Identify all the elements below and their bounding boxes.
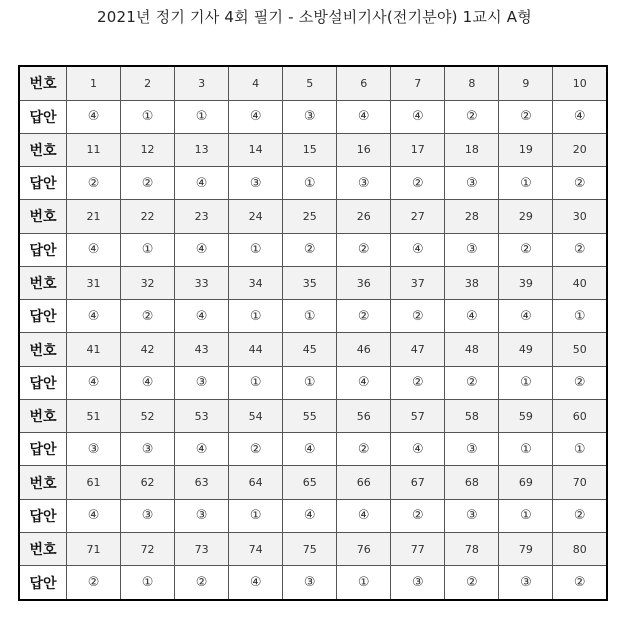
question-number-cell: 45	[283, 333, 337, 366]
answer-mark: ④	[195, 441, 208, 457]
answer-mark: ①	[249, 375, 262, 391]
question-number-cell: 13	[175, 133, 229, 166]
answer-cell	[337, 233, 391, 266]
answer-row-label: 답안	[19, 300, 67, 333]
answer-mark: ②	[573, 375, 586, 391]
question-number-cell: 40	[553, 266, 607, 299]
question-number-cell: 46	[337, 333, 391, 366]
answer-cell	[283, 366, 337, 399]
number-row-label: 번호	[19, 533, 67, 566]
question-number-cell: 47	[391, 333, 445, 366]
question-number-cell: 44	[229, 333, 283, 366]
question-number-cell: 23	[175, 200, 229, 233]
answer-mark: ④	[573, 109, 586, 125]
answer-cell	[229, 233, 283, 266]
question-number-cell: 68	[445, 466, 499, 499]
question-number-cell: 20	[553, 133, 607, 166]
answer-mark: ④	[466, 308, 478, 324]
answer-mark: ③	[141, 508, 154, 524]
answer-cell	[445, 566, 499, 600]
question-number-cell: 10	[553, 66, 607, 100]
question-number-cell: 21	[67, 200, 121, 233]
question-number-cell: 54	[229, 399, 283, 432]
answer-mark: ③	[520, 575, 532, 591]
answer-cell	[283, 499, 337, 532]
question-number-cell: 63	[175, 466, 229, 499]
answer-mark: ②	[466, 575, 478, 591]
question-number-cell: 71	[67, 533, 121, 566]
answer-mark: ④	[87, 308, 100, 324]
answer-cell	[391, 300, 445, 333]
answer-cell	[121, 167, 175, 200]
answer-cell	[499, 233, 553, 266]
answer-mark: ①	[520, 508, 532, 524]
answer-cell	[499, 167, 553, 200]
answer-mark: ①	[573, 441, 586, 457]
answer-mark: ①	[141, 575, 154, 591]
answer-cell	[391, 100, 445, 133]
answer-cell	[121, 100, 175, 133]
answer-mark: ①	[249, 308, 262, 324]
answer-cell	[175, 300, 229, 333]
answer-mark: ①	[520, 375, 532, 391]
answer-mark: ④	[141, 375, 154, 391]
question-number-cell: 66	[337, 466, 391, 499]
answer-cell	[445, 167, 499, 200]
answer-cell	[391, 366, 445, 399]
answer-mark: ④	[357, 375, 370, 391]
answer-cell	[337, 100, 391, 133]
question-number-cell: 69	[499, 466, 553, 499]
question-number-cell: 29	[499, 200, 553, 233]
answer-cell	[553, 300, 607, 333]
question-number-cell: 2	[121, 66, 175, 100]
answer-mark: ②	[411, 375, 424, 391]
question-number-cell: 15	[283, 133, 337, 166]
question-number-cell: 25	[283, 200, 337, 233]
answer-mark: ③	[195, 375, 208, 391]
question-number-cell: 50	[553, 333, 607, 366]
answer-cell	[445, 233, 499, 266]
answer-row	[19, 433, 607, 466]
answer-mark: ①	[303, 375, 316, 391]
answer-row-label: 답안	[19, 100, 67, 133]
answer-cell	[67, 300, 121, 333]
question-number-cell: 31	[67, 266, 121, 299]
question-number-cell: 12	[121, 133, 175, 166]
question-number-cell: 53	[175, 399, 229, 432]
question-number-cell: 28	[445, 200, 499, 233]
answer-row-label: 답안	[19, 499, 67, 532]
question-number-cell: 5	[283, 66, 337, 100]
answer-mark: ④	[195, 175, 208, 191]
question-number-cell: 65	[283, 466, 337, 499]
answer-mark: ④	[87, 375, 100, 391]
question-number-cell: 58	[445, 399, 499, 432]
answer-cell	[175, 433, 229, 466]
question-number-cell: 14	[229, 133, 283, 166]
answer-mark: ③	[303, 575, 316, 591]
question-number-cell: 72	[121, 533, 175, 566]
answer-mark: ④	[411, 441, 424, 457]
answer-cell	[283, 566, 337, 600]
answer-cell	[175, 499, 229, 532]
answer-mark: ②	[466, 109, 478, 125]
answer-row	[19, 366, 607, 399]
question-number-cell: 16	[337, 133, 391, 166]
answer-table-body	[19, 66, 607, 600]
answer-mark: ①	[249, 508, 262, 524]
answer-cell	[67, 566, 121, 600]
question-number-cell: 59	[499, 399, 553, 432]
answer-cell	[445, 366, 499, 399]
question-number-cell: 30	[553, 200, 607, 233]
answer-cell	[175, 167, 229, 200]
answer-cell	[553, 566, 607, 600]
answer-cell	[67, 167, 121, 200]
answer-cell	[283, 433, 337, 466]
answer-cell	[229, 167, 283, 200]
answer-cell	[391, 233, 445, 266]
answer-mark: ④	[87, 508, 100, 524]
answer-table	[18, 65, 608, 601]
answer-mark: ③	[195, 508, 208, 524]
answer-cell	[499, 366, 553, 399]
answer-mark: ①	[141, 242, 154, 258]
question-number-cell: 77	[391, 533, 445, 566]
question-number-cell: 80	[553, 533, 607, 566]
answer-cell	[67, 366, 121, 399]
answer-mark: ③	[466, 441, 478, 457]
question-number-cell: 42	[121, 333, 175, 366]
question-number-cell: 1	[67, 66, 121, 100]
answer-mark: ②	[573, 242, 586, 258]
answer-row	[19, 300, 607, 333]
answer-cell	[445, 100, 499, 133]
answer-mark: ①	[195, 109, 208, 125]
number-row-label: 번호	[19, 466, 67, 499]
answer-mark: ②	[411, 308, 424, 324]
answer-cell	[553, 233, 607, 266]
answer-cell	[391, 566, 445, 600]
number-row-label: 번호	[19, 133, 67, 166]
question-number-cell: 76	[337, 533, 391, 566]
answer-cell	[175, 566, 229, 600]
answer-cell	[445, 499, 499, 532]
answer-mark: ④	[303, 441, 316, 457]
question-number-cell: 8	[445, 66, 499, 100]
number-row	[19, 333, 607, 366]
answer-mark: ④	[520, 308, 532, 324]
question-number-cell: 55	[283, 399, 337, 432]
answer-cell	[337, 499, 391, 532]
number-row	[19, 399, 607, 432]
answer-cell	[553, 366, 607, 399]
answer-cell	[67, 233, 121, 266]
number-row	[19, 66, 607, 100]
question-number-cell: 78	[445, 533, 499, 566]
answer-cell	[229, 433, 283, 466]
answer-mark: ③	[141, 441, 154, 457]
question-number-cell: 74	[229, 533, 283, 566]
question-number-cell: 52	[121, 399, 175, 432]
question-number-cell: 73	[175, 533, 229, 566]
answer-cell	[229, 300, 283, 333]
answer-mark: ②	[87, 175, 100, 191]
question-number-cell: 32	[121, 266, 175, 299]
answer-mark: ②	[87, 575, 100, 591]
question-number-cell: 33	[175, 266, 229, 299]
number-row-label: 번호	[19, 399, 67, 432]
answer-cell	[121, 366, 175, 399]
answer-mark: ②	[411, 175, 424, 191]
answer-mark: ②	[466, 375, 478, 391]
question-number-cell: 19	[499, 133, 553, 166]
answer-cell	[121, 233, 175, 266]
answer-cell	[553, 100, 607, 133]
question-number-cell: 61	[67, 466, 121, 499]
number-row	[19, 133, 607, 166]
answer-mark: ③	[249, 175, 262, 191]
answer-mark: ③	[466, 175, 478, 191]
answer-mark: ③	[87, 441, 100, 457]
answer-cell	[229, 499, 283, 532]
question-number-cell: 26	[337, 200, 391, 233]
question-number-cell: 43	[175, 333, 229, 366]
answer-mark: ④	[411, 109, 424, 125]
answer-cell	[175, 100, 229, 133]
answer-mark: ④	[249, 109, 262, 125]
question-number-cell: 17	[391, 133, 445, 166]
answer-cell	[553, 499, 607, 532]
question-number-cell: 6	[337, 66, 391, 100]
answer-mark: ①	[357, 575, 370, 591]
answer-mark: ③	[466, 242, 478, 258]
answer-cell	[67, 499, 121, 532]
question-number-cell: 79	[499, 533, 553, 566]
question-number-cell: 11	[67, 133, 121, 166]
question-number-cell: 56	[337, 399, 391, 432]
answer-row	[19, 499, 607, 532]
answer-cell	[553, 167, 607, 200]
answer-mark: ④	[195, 308, 208, 324]
answer-cell	[175, 233, 229, 266]
answer-cell	[445, 433, 499, 466]
answer-row	[19, 167, 607, 200]
answer-mark: ④	[357, 109, 370, 125]
answer-mark: ①	[520, 441, 532, 457]
answer-cell	[445, 300, 499, 333]
answer-mark: ④	[87, 109, 100, 125]
answer-cell	[175, 366, 229, 399]
answer-cell	[67, 100, 121, 133]
answer-mark: ②	[141, 175, 154, 191]
question-number-cell: 9	[499, 66, 553, 100]
question-number-cell: 62	[121, 466, 175, 499]
answer-cell	[391, 167, 445, 200]
question-number-cell: 18	[445, 133, 499, 166]
question-number-cell: 57	[391, 399, 445, 432]
answer-cell	[67, 433, 121, 466]
answer-mark: ②	[520, 109, 532, 125]
answer-cell	[229, 100, 283, 133]
answer-mark: ①	[303, 308, 316, 324]
question-number-cell: 48	[445, 333, 499, 366]
answer-row	[19, 233, 607, 266]
answer-mark: ②	[573, 575, 586, 591]
answer-row-label: 답안	[19, 566, 67, 600]
answer-mark: ②	[357, 441, 370, 457]
answer-cell	[229, 566, 283, 600]
number-row	[19, 266, 607, 299]
answer-cell	[391, 433, 445, 466]
question-number-cell: 51	[67, 399, 121, 432]
answer-mark: ①	[141, 109, 154, 125]
answer-row-label: 답안	[19, 167, 67, 200]
answer-row	[19, 100, 607, 133]
question-number-cell: 60	[553, 399, 607, 432]
number-row-label: 번호	[19, 266, 67, 299]
answer-mark: ②	[411, 508, 424, 524]
answer-mark: ②	[357, 308, 370, 324]
answer-mark: ④	[195, 242, 208, 258]
answer-mark: ④	[87, 242, 100, 258]
question-number-cell: 70	[553, 466, 607, 499]
number-row-label: 번호	[19, 333, 67, 366]
answer-cell	[283, 100, 337, 133]
question-number-cell: 38	[445, 266, 499, 299]
answer-cell	[337, 300, 391, 333]
answer-cell	[283, 167, 337, 200]
number-row	[19, 533, 607, 566]
answer-cell	[121, 433, 175, 466]
question-number-cell: 37	[391, 266, 445, 299]
answer-cell	[337, 366, 391, 399]
answer-mark: ①	[303, 175, 316, 191]
question-number-cell: 64	[229, 466, 283, 499]
answer-row-label: 답안	[19, 433, 67, 466]
answer-cell	[121, 566, 175, 600]
answer-row-label: 답안	[19, 233, 67, 266]
answer-cell	[499, 566, 553, 600]
answer-cell	[337, 433, 391, 466]
answer-cell	[121, 300, 175, 333]
answer-mark: ①	[573, 308, 586, 324]
answer-cell	[229, 366, 283, 399]
answer-row	[19, 566, 607, 600]
question-number-cell: 36	[337, 266, 391, 299]
answer-row-label: 답안	[19, 366, 67, 399]
question-number-cell: 22	[121, 200, 175, 233]
answer-cell	[499, 499, 553, 532]
answer-cell	[499, 300, 553, 333]
question-number-cell: 49	[499, 333, 553, 366]
answer-cell	[553, 433, 607, 466]
question-number-cell: 24	[229, 200, 283, 233]
number-row-label: 번호	[19, 66, 67, 100]
answer-cell	[283, 300, 337, 333]
answer-mark: ④	[303, 508, 316, 524]
answer-mark: ②	[357, 242, 370, 258]
answer-mark: ④	[411, 242, 424, 258]
answer-mark: ②	[573, 175, 586, 191]
answer-mark: ③	[411, 575, 424, 591]
answer-mark: ③	[357, 175, 370, 191]
question-number-cell: 4	[229, 66, 283, 100]
number-row-label: 번호	[19, 200, 67, 233]
answer-cell	[337, 566, 391, 600]
number-row	[19, 466, 607, 499]
answer-cell	[499, 433, 553, 466]
answer-mark: ③	[466, 508, 478, 524]
page-title: 2021년 정기 기사 4회 필기 - 소방설비기사(전기분야) 1교시 A형	[97, 8, 532, 26]
question-number-cell: 39	[499, 266, 553, 299]
answer-mark: ②	[141, 308, 154, 324]
question-number-cell: 7	[391, 66, 445, 100]
question-number-cell: 75	[283, 533, 337, 566]
question-number-cell: 67	[391, 466, 445, 499]
answer-cell	[499, 100, 553, 133]
answer-mark: ②	[249, 441, 262, 457]
number-row	[19, 200, 607, 233]
question-number-cell: 35	[283, 266, 337, 299]
answer-mark: ②	[520, 242, 532, 258]
answer-cell	[121, 499, 175, 532]
answer-cell	[391, 499, 445, 532]
answer-mark: ②	[195, 575, 208, 591]
answer-cell	[337, 167, 391, 200]
answer-mark: ②	[303, 242, 316, 258]
question-number-cell: 41	[67, 333, 121, 366]
answer-mark: ④	[357, 508, 370, 524]
answer-mark: ①	[249, 242, 262, 258]
answer-mark: ④	[249, 575, 262, 591]
question-number-cell: 27	[391, 200, 445, 233]
question-number-cell: 34	[229, 266, 283, 299]
answer-cell	[283, 233, 337, 266]
question-number-cell: 3	[175, 66, 229, 100]
answer-mark: ③	[303, 109, 316, 125]
answer-mark: ①	[520, 175, 532, 191]
answer-mark: ②	[573, 508, 586, 524]
